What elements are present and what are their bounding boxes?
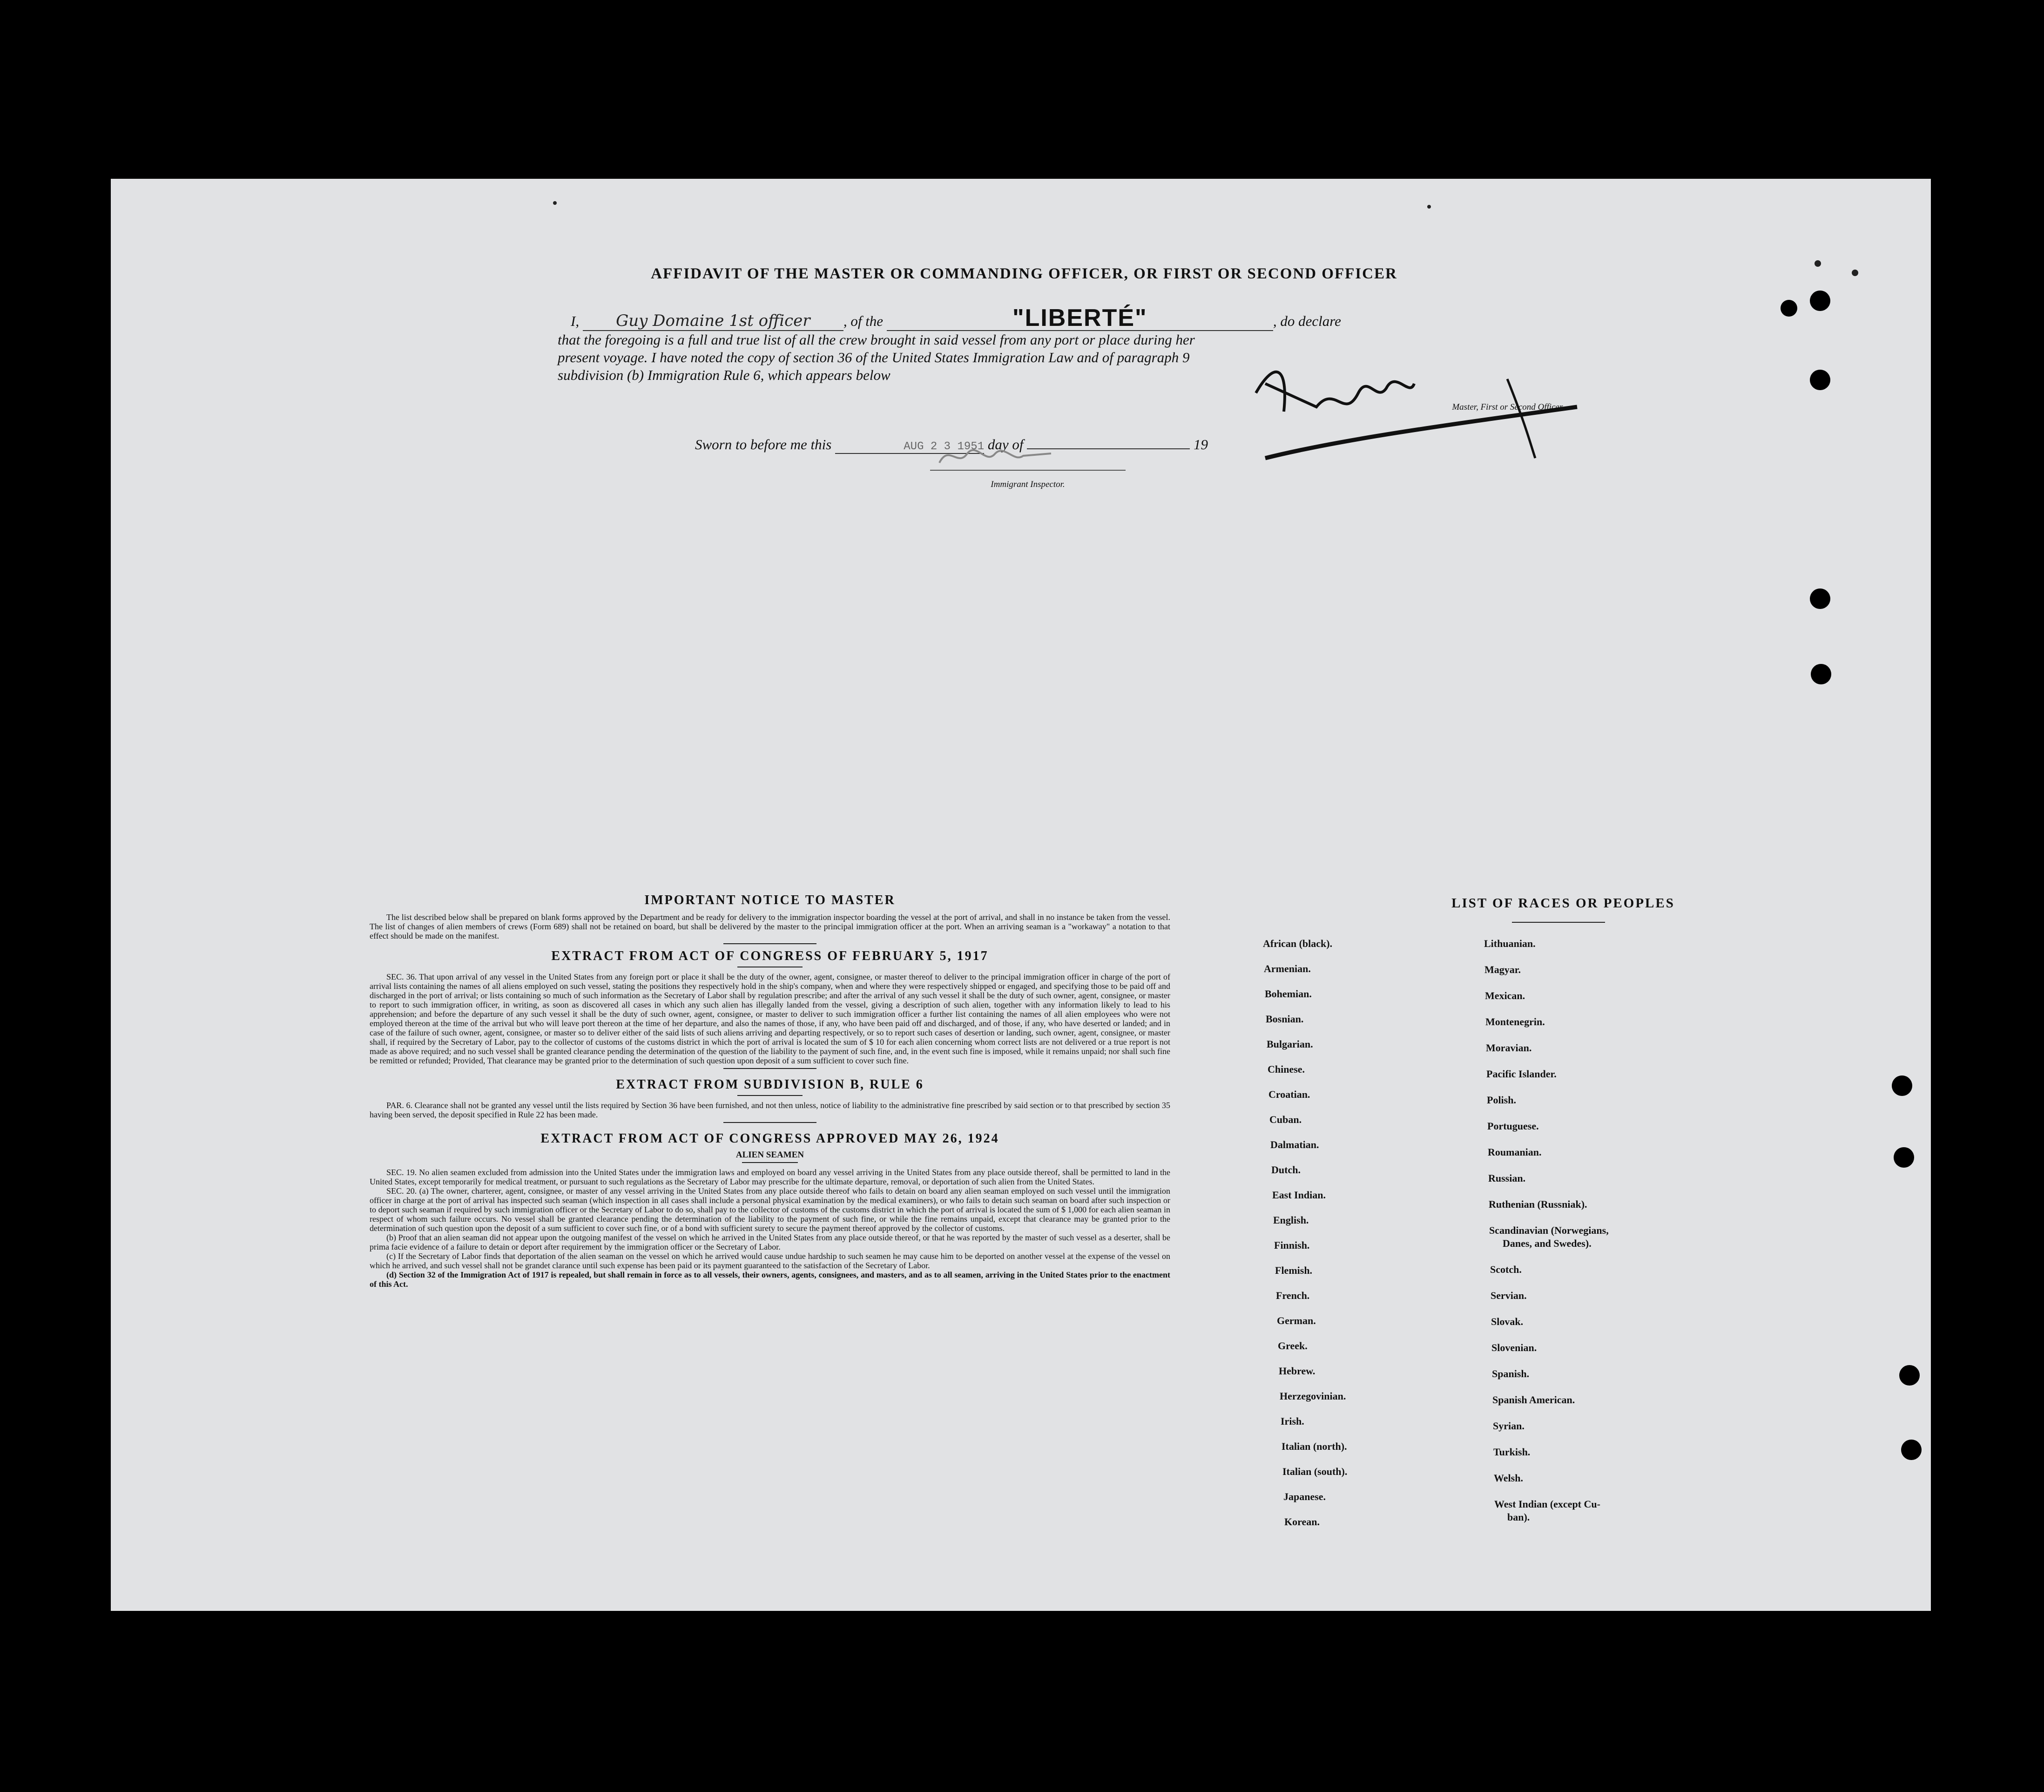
punch-hole: [1901, 1440, 1922, 1460]
race-item: Moravian.: [1486, 1042, 1532, 1054]
race-item: Bohemian.: [1265, 988, 1312, 1000]
affidavit-line1-start: I,: [571, 313, 580, 329]
extract-1924-sec20c: (c) If the Secretary of Labor finds that deportation of the alien seaman on the vessel on which he arrived would cause undue hardship to such seamen he may cause him to be deported on another vessel at the expense of the vessel on which he arrived, and such vessel shall not be grandet clarance until such expense has been paid or its payment guaranteed to the satisfaction of the Secretary of Labor.: [370, 1251, 1170, 1270]
race-item: Portuguese.: [1487, 1120, 1539, 1132]
punch-hole: [1810, 291, 1830, 311]
extract-1917-text: SEC. 36. That upon arrival of any vessel in the United States from any foreign port or place it shall be the duty of the owner, agent, consignee, or master thereof to deliver to the principal immigration officer in charge of the port of arrival lists containing the names of all aliens employed on such vessel, stating the positions they respectively hold in the ship's company, when and where they were respectively shipped or engaged, and specifying those to be paid off and discharged in the port of arrival; or lists containing so much of such information as the Secretary of Labor shall by regulation prescribe; and after the arrival of any such vessel it shall be the duty of such owner, agent, consignee, or master to report to such immigration officer, in writing, as soon as discovered all cases in which any such alien has illegally landed from the vessel, giving a description of such alien, together with any information likely to lead to his apprehension; and before the departure of any such vessel it shall be the duty of such owner, agent, consignee, or master to deliver to such immigration officer a further list containing the names of all alien employees who were not employed thereon at the time of the arrival but who will leave port thereon at the time of her departure, and also the names of those, if any, who have been paid off and discharged, and of those, if any, who have deserted or landed; and in case of the failure of such owner, agent, consignee, or master so to deliver either of the said lists of such aliens arriving and departing respectively, or so to report such cases of desertion or landing, such owner, agent, consignee, or master shall, if required by the Secretary of Labor, pay to the collector of customs of the customs district in which the port of arrival is located the sum of $ 10 for each alien concerning whom correct lists are not delivered or a true report is not made as above required; and no such vessel shall be granted clearance pending the determination of the question of the liability to the payment of such fine, and, in the event such fine is imposed, while it remains unpaid; nor shall such fine be remitted or refunded; Provided, That clearance may be granted prior to the determination of such question upon deposit of a sum sufficient to cover such fine.: [370, 972, 1170, 1065]
inspector-signature: [930, 440, 1126, 472]
race-item: Slovak.: [1491, 1316, 1524, 1327]
ink-speck: [1852, 270, 1858, 276]
divider: [737, 1095, 803, 1096]
race-item: Ruthenian (Russniak).: [1489, 1198, 1587, 1210]
notice-text: The list described below shall be prepared on blank forms approved by the Department and be ready for delivery to the immigration inspector boarding the vessel at the port of arrival, and shall in no instance be taken from the vessel. The list of changes of alien members of crews (Form 689) shall not be retained on board, but shall be delivered by the master to the principal immigration officer at the port. When an arriving seaman is a "workaway" a notation to that effect should be made on the manifest.: [370, 913, 1170, 940]
race-item: Slovenian.: [1491, 1342, 1537, 1353]
date-stamp: AUG 2 3 1951: [904, 440, 985, 453]
extract-1924-subtitle: ALIEN SEAMEN: [735, 1150, 804, 1160]
inspector-caption: Immigrant Inspector.: [991, 480, 1065, 489]
race-item: German.: [1277, 1315, 1316, 1326]
extract-1924-title: EXTRACT FROM ACT OF CONGRESS APPROVED MAY 26, 1924: [540, 1131, 999, 1146]
divider: [723, 1122, 816, 1123]
affidavit-line1-mid: , of the: [843, 313, 884, 329]
race-item: Italian (north).: [1282, 1440, 1347, 1452]
divider: [723, 943, 816, 944]
race-item: Spanish.: [1492, 1368, 1530, 1380]
race-item: Irish.: [1281, 1415, 1304, 1427]
punch-hole: [1892, 1075, 1912, 1096]
race-item: Bulgarian.: [1267, 1038, 1313, 1050]
race-item: Welsh.: [1494, 1472, 1523, 1484]
race-item: Scotch.: [1490, 1264, 1522, 1275]
race-item: Japanese.: [1283, 1491, 1326, 1502]
affidavit-line1-end: , do declare: [1273, 313, 1341, 329]
affidavit-title: AFFIDAVIT OF THE MASTER OR COMMANDING OFFICER, OR FIRST OR SECOND OFFICER: [651, 265, 1397, 282]
race-item: Pacific Islander.: [1486, 1068, 1557, 1080]
punch-hole: [1810, 588, 1830, 609]
race-item: Korean.: [1284, 1516, 1320, 1528]
divider: [742, 1162, 798, 1163]
race-item: ban).: [1507, 1511, 1530, 1523]
extract-rule6-text: PAR. 6. Clearance shall not be granted any vessel until the lists required by Section 36 have been furnished, and not then unless, notice of liability to the administrative fine prescribed by said section or to that prescribed by section 35 having been served, the deposit specified in Rule 22 has been made.: [370, 1101, 1170, 1119]
affidavit-line4: subdivision (b) Immigration Rule 6, which appears below: [558, 367, 890, 383]
ink-speck: [553, 201, 557, 205]
race-item: West Indian (except Cu-: [1494, 1498, 1600, 1510]
ink-speck: [1427, 205, 1431, 209]
race-item: Scandinavian (Norwegians,: [1489, 1224, 1609, 1236]
race-item: Chinese.: [1268, 1063, 1305, 1075]
race-item: Herzegovinian.: [1280, 1390, 1346, 1402]
race-item: Hebrew.: [1279, 1365, 1315, 1377]
sworn-text: Sworn to before me this: [695, 436, 832, 453]
race-item: Mexican.: [1485, 990, 1525, 1001]
race-item: Montenegrin.: [1485, 1016, 1545, 1028]
race-item: Dalmatian.: [1270, 1139, 1319, 1150]
race-item: Syrian.: [1493, 1420, 1525, 1432]
document-page: [111, 179, 1931, 1611]
notice-title: IMPORTANT NOTICE TO MASTER: [644, 893, 896, 907]
handwritten-officer-name: Guy Domaine 1st officer: [616, 311, 810, 330]
day-of-text: day of: [987, 436, 1024, 453]
race-item: Magyar.: [1484, 964, 1521, 975]
race-item: Bosnian.: [1266, 1013, 1304, 1025]
punch-hole: [1811, 664, 1831, 684]
race-item: French.: [1276, 1290, 1310, 1301]
race-item: Cuban.: [1269, 1114, 1302, 1125]
race-item: Spanish American.: [1492, 1394, 1575, 1406]
year-prefix: 19: [1193, 436, 1208, 453]
race-item: African (black).: [1263, 938, 1333, 949]
race-item: Dutch.: [1271, 1164, 1301, 1176]
extract-1924-sec19: SEC. 19. No alien seamen excluded from admission into the United States under the immigration laws and employed on board any vessel arriving in the United States from any place outside thereof, shall be permitted to land in the United States, except temporarily for medical treatment, or pursuant to such regulations as the Secretary of Labor may prescribe for the ultimate departure, removal, or deportation of such alien from the United States.: [370, 1168, 1170, 1186]
race-item: Lithuanian.: [1484, 938, 1536, 949]
signature-caption: Master, First or Second Officer.: [1452, 402, 1564, 412]
races-title: LIST OF RACES OR PEOPLES: [1451, 896, 1675, 911]
legal-notices-column: [370, 893, 1170, 1289]
race-item: Danes, and Swedes).: [1503, 1237, 1592, 1249]
race-item: Greek.: [1278, 1340, 1308, 1352]
extract-1917-title: EXTRACT FROM ACT OF CONGRESS OF FEBRUARY 5, 1917: [551, 949, 989, 963]
race-item: Russian.: [1488, 1172, 1526, 1184]
race-item: Flemish.: [1275, 1265, 1313, 1276]
divider: [723, 1068, 816, 1069]
race-item: Armenian.: [1264, 963, 1311, 974]
punch-hole: [1781, 300, 1797, 317]
race-item: Polish.: [1487, 1094, 1516, 1106]
race-item: Croatian.: [1268, 1089, 1310, 1100]
extract-1924-sec20d: (d) Section 32 of the Immigration Act of 1917 is repealed, but shall remain in force as to all vessels, their owners, agents, consignees, and masters, and as to all seamen, arriving in the United States prior to the enactment of this Act.: [370, 1270, 1170, 1289]
punch-hole: [1894, 1147, 1914, 1168]
extract-1924-sec20b: (b) Proof that an alien seaman did not appear upon the outgoing manifest of the vessel on which he arrived in the United States from any place outside thereof, or that he was reported by the master of such vessel as a deserter, shall be prima facie evidence of a failure to detain or deport after requirement by the immigration officer or the Secretary of Labor.: [370, 1233, 1170, 1251]
affidavit-line3: present voyage. I have noted the copy of section 36 of the United States Immigration Law and of paragraph 9: [558, 349, 1190, 365]
race-item: Italian (south).: [1282, 1466, 1348, 1477]
race-item: Servian.: [1491, 1290, 1527, 1301]
extract-rule6-title: EXTRACT FROM SUBDIVISION B, RULE 6: [616, 1077, 924, 1092]
extract-1924-sec20a: SEC. 20. (a) The owner, charterer, agent, consignee, or master of any vessel arriving in the United States from any place outside thereof who fails to detain on board any alien seaman employed on such vessel until the immigration officer in charge at the port of arrival has inspected such seaman (which inspection in all cases shall include a personal physical examination by the medical examiners), or who fails to detain such seaman on board after such inspection or to deport such seaman if required by such immigration officer or the Secretary of Labor to do so, shall pay to the collector of customs of the customs district in which the port of arrival is located the sum of $ 1,000 for each alien seaman in respect of whom such failure occurs. No vessel shall be granted clearance pending the determination of the liability to the payment of such fine, or while the fine remains unpaid, except that clearance may be granted prior to the determination of such question upon the deposit of a sum sufficient to cover such fine, or of a bond with sufficient surety to secure the payment thereof approved by the collector of customs.: [370, 1186, 1170, 1233]
divider: [1512, 922, 1605, 923]
race-item: East Indian.: [1272, 1189, 1326, 1201]
ink-speck: [1815, 260, 1821, 267]
race-item: Roumanian.: [1488, 1146, 1542, 1158]
punch-hole: [1810, 370, 1830, 390]
race-item: Turkish.: [1493, 1446, 1531, 1458]
punch-hole: [1899, 1365, 1920, 1386]
ship-name: "LIBERTÉ": [1012, 304, 1147, 331]
race-item: English.: [1273, 1214, 1309, 1226]
affidavit-line2: that the foregoing is a full and true list of all the crew brought in said vessel from any port or place during her: [558, 331, 1195, 348]
race-item: Finnish.: [1274, 1239, 1310, 1251]
